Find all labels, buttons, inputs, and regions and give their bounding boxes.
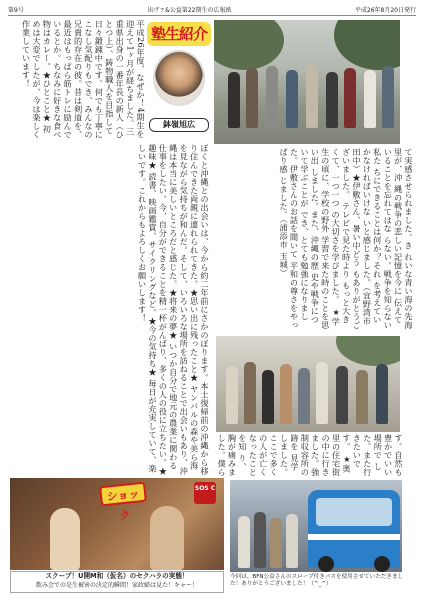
- student-intro-badge: [147, 22, 211, 140]
- bus-caption: 今回は、BFN公益さんのスロープ付きバスを使用させていただきました！ありがとうございました！（^_^）: [230, 574, 404, 587]
- issue-number: 第9号: [8, 7, 24, 14]
- sos-badge: SOS C: [194, 482, 216, 504]
- scoop-caption: [10, 571, 224, 593]
- intro-article: 平成26年度、なぜか！4期生を迎えて1ヶ月が経ちました。三重県出身の一番年長の新人（ひとつ上）、鋳物職人を目指して日々鍛錬中です。何でも丁寧にこなし気配りもでき、みんなの兄貴的存在の彼。昔は剣道を、最近はもっぱら筋トレに励んでいるとか。ちなみに好きな食べ物はカレー。★ひとこと★ 初めは大変でしたが、今は楽しく作業しています！: [21, 20, 146, 139]
- group-photo-outdoor: [214, 20, 400, 144]
- newsletter-title: 出ヴァ&公益第22期生の広報紙: [147, 7, 232, 14]
- issue-date: 平成26年8月20日発行: [354, 7, 416, 14]
- student-name: 鉢嶺旭広: [149, 118, 209, 132]
- student-portrait: [153, 50, 205, 106]
- shock-label: ショック: [99, 482, 147, 507]
- badge-title: 塾生紹介: [147, 22, 211, 46]
- memorial-visit-article: す。自然も豊かでいい場所で した。また行きたいです。 ★奥里の住宅街の中に行き ました。強制収容所の跡を 見学しました。ここで多く の人が亡くなったことを知 り、胸が痛みました。僕ら: [217, 434, 404, 477]
- scoop-photo: [10, 478, 224, 570]
- scoop-caption-headline: スクープ！U開M和（仮名）のセクハラの実態！: [45, 572, 189, 580]
- bus-illustration: [308, 490, 400, 568]
- student-profile-article: ぼくと沖縄との出会いは、今から約二年前にさかのぼります。本土復帰前の沖縄から移り住んできた両親に連れられてきた。★思い出に残ったこと★ ヤンバルの森や美ら海を見ながら気持ちが和んだ。そして、いろいろな場所を訪ねることで出会いもあり、沖縄は本当に美しいところだと感じた。★将来の夢★ いつか自分で地元の農業に関わる仕事をしたい。今、自分ができることを精一杯がんばり、多くの人の役に立ちたい。★趣味★ 読書、映画鑑賞、サイクリングなど。★今の気持ち★ 毎日が充実していて、楽しいです。これからもよろしくお願いします！: [137, 144, 210, 476]
- scoop-caption-sub: 飲み会での是生被害の決定的瞬間！家政婦は見た！キャー！: [35, 582, 198, 589]
- page-header: [8, 4, 416, 16]
- group-photo-indoor: [216, 336, 400, 432]
- bus-photo: [230, 480, 402, 572]
- field-trip-article: て実感させられました。き れいな青い海の先海里が、沖 縄の戦争の悲しい記憶を今に 伝えていることを忘れてはな らない。戦争を知らない私た ちにできることは何か？それ を考えていかなければいけな いと感じました。（宜野湾市 田中）★伊敷さん、暑い中どう もありがとうございました。 テレビで見た時より もっと大きくて、一つ一つ の大切さを学びました。 ★学生の頃に、学校の野外 学習で来た時のことを思い出 しました。また、沖縄の歴 史や戦争について学ぶことが でき、とても勉強になりまし た。伊敷さんのお話を聞いて 平和の尊さをやっぱり感 じました。（浦添市 玉城）: [279, 148, 414, 330]
